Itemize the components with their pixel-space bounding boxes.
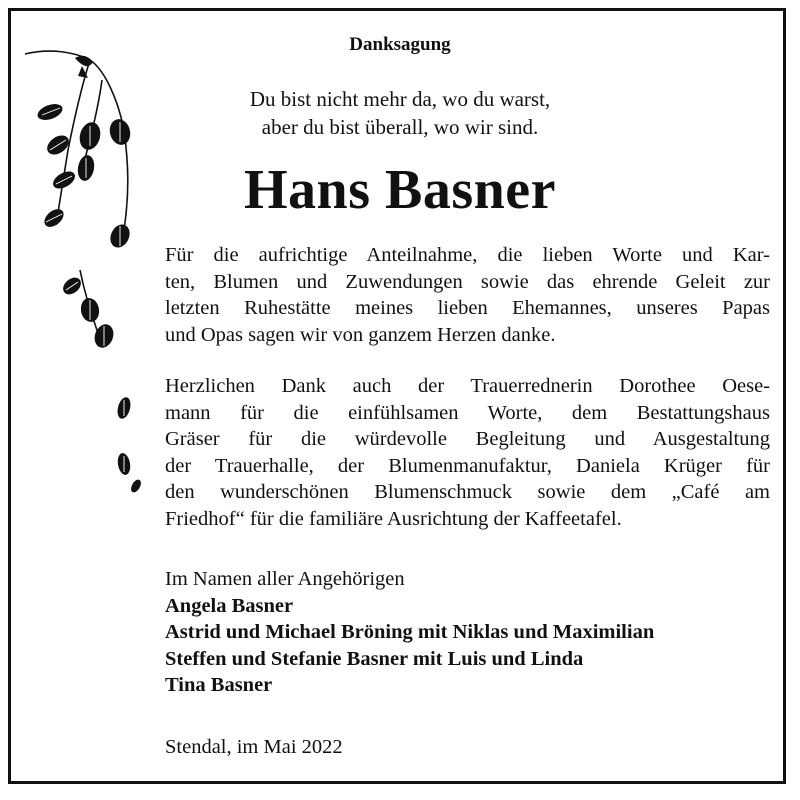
text-line: Friedhof“ für die familiäre Ausrichtung der Kaffeetafel.	[165, 507, 622, 530]
signatory: Astrid und Michael Bröning mit Niklas und Maximilian	[165, 621, 655, 643]
text-line: letzten Ruhestätte meines lieben Ehemannes, unseres Papas	[165, 297, 770, 319]
verse-line: aber du bist überall, wo wir sind.	[261, 115, 539, 139]
deceased-name: Hans Basner	[244, 159, 556, 221]
signatory: Steffen und Stefanie Basner mit Luis und Linda	[165, 647, 584, 670]
signatory: Angela Basner	[165, 594, 294, 617]
text-line: Für die aufrichtige Anteilnahme, die lieben Worte und Kar-	[165, 244, 770, 266]
text-line: und Opas sagen wir von ganzem Herzen danke.	[165, 323, 556, 346]
place-date: Stendal, im Mai 2022	[165, 736, 343, 758]
text-line: mann für die einfühlsamen Worte, dem Bestattungshaus	[165, 401, 770, 424]
thanks-paragraph-2	[165, 373, 770, 532]
text-line: den wunderschönen Blumenschmuck sowie dem „Café am	[165, 481, 770, 503]
notice-heading: Danksagung	[349, 34, 451, 55]
verse-line: Du bist nicht mehr da, wo du warst,	[249, 87, 551, 111]
memorial-verse	[0, 85, 800, 141]
signature-block	[165, 566, 775, 699]
text-line: Gräser für die würdevolle Begleitung und Ausgestaltung	[165, 428, 770, 450]
text-line: der Trauerhalle, der Blumenmanufaktur, Daniela Krüger für	[165, 454, 770, 477]
signature-intro: Im Namen aller Angehörigen	[165, 568, 405, 590]
text-line: Herzlichen Dank auch der Trauerrednerin Dorothee Oese-	[165, 375, 770, 397]
signatory: Tina Basner	[165, 674, 273, 696]
thanks-paragraph-1	[165, 242, 770, 348]
text-line: ten, Blumen und Zuwendungen sowie das ehrende Geleit zur	[165, 270, 770, 293]
